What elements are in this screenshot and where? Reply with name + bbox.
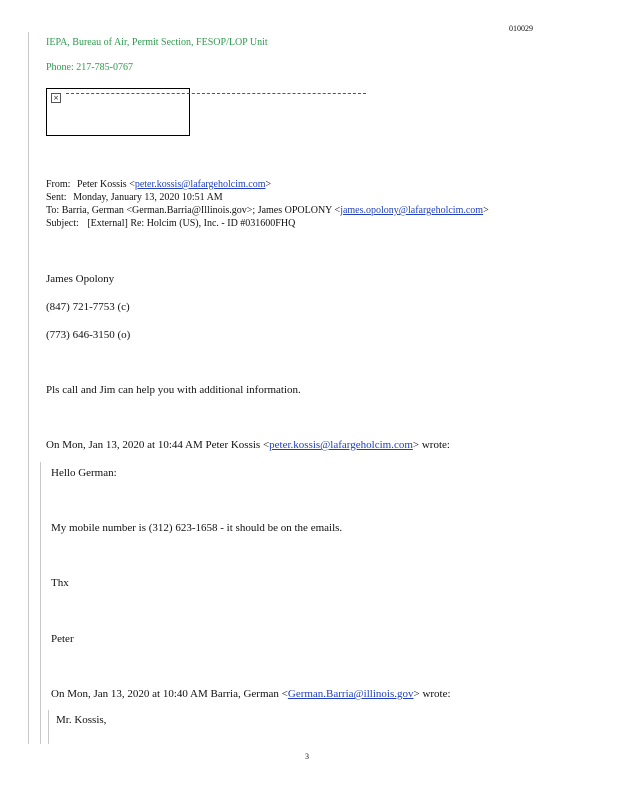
signature-cell: (847) 721-7753 (c)	[46, 301, 130, 313]
signature-office: (773) 646-3150 (o)	[46, 329, 131, 341]
subject-label: Subject:	[46, 218, 79, 229]
image-placeholder	[46, 88, 190, 136]
quote2-rule	[48, 710, 49, 744]
to-email-link[interactable]: james.opolony@lafargeholcim.com	[340, 205, 484, 216]
document-id: 010029	[509, 24, 533, 33]
from-name: Peter Kossis	[76, 179, 127, 190]
subject-value: [External] Re: Holcim (US), Inc. - ID #031600FHQ	[87, 218, 296, 229]
sent-value: Monday, January 13, 2020 10:51 AM	[73, 192, 223, 203]
body-message: Pls call and Jim can help you with additional information.	[46, 384, 301, 396]
quote1-signoff: Peter	[51, 633, 74, 645]
dashed-line	[66, 93, 366, 94]
quote1-email-link[interactable]: peter.kossis@lafargeholcim.com	[269, 439, 413, 451]
quote1-greeting: Hello German:	[51, 467, 117, 479]
sent-label: Sent:	[46, 192, 67, 203]
quote1-mobile: My mobile number is (312) 623-1658 - it should be on the emails.	[51, 522, 343, 534]
quote1-intro	[46, 439, 450, 451]
phone-line: Phone: 217-785-0767	[46, 62, 133, 73]
quote1-thanks: Thx	[51, 577, 69, 589]
quote1-intro-prefix: On Mon, Jan 13, 2020 at 10:44 AM Peter Kossis <	[46, 439, 270, 451]
quote2-intro-prefix: On Mon, Jan 13, 2020 at 10:40 AM Barria, German <	[51, 688, 288, 700]
org-line: IEPA, Bureau of Air, Permit Section, FESOP/LOP Unit	[46, 37, 268, 48]
broken-image-icon: ×	[51, 93, 61, 103]
quote2-intro-suffix: > wrote:	[413, 688, 451, 700]
quote2-email-link[interactable]: German.Barria@illinois.gov	[287, 688, 414, 700]
to-label: To:	[46, 205, 60, 216]
from-email-link[interactable]: peter.kossis@lafargeholcim.com	[134, 179, 266, 190]
from-label: From:	[46, 179, 71, 190]
sent-row	[46, 192, 223, 203]
quote2-intro	[51, 688, 451, 700]
quote1-rule	[40, 462, 41, 744]
quote1-intro-suffix: > wrote:	[412, 439, 450, 451]
signature-name: James Opolony	[46, 273, 115, 285]
subject-row	[46, 218, 295, 229]
from-row: From: Peter Kossis <peter.kossis@lafargeholcim.com>	[46, 179, 272, 190]
to-row: To: Barria, German <German.Barria@Illinois.gov>; James OPOLONY <james.opolony@lafargeholcim.com>	[46, 205, 489, 216]
quote2-greeting: Mr. Kossis,	[56, 714, 107, 726]
left-margin-rule	[28, 32, 29, 744]
page-number: 3	[305, 752, 309, 761]
to-value: Barria, German <German.Barria@Illinois.gov>; James OPOLONY <	[61, 205, 341, 216]
